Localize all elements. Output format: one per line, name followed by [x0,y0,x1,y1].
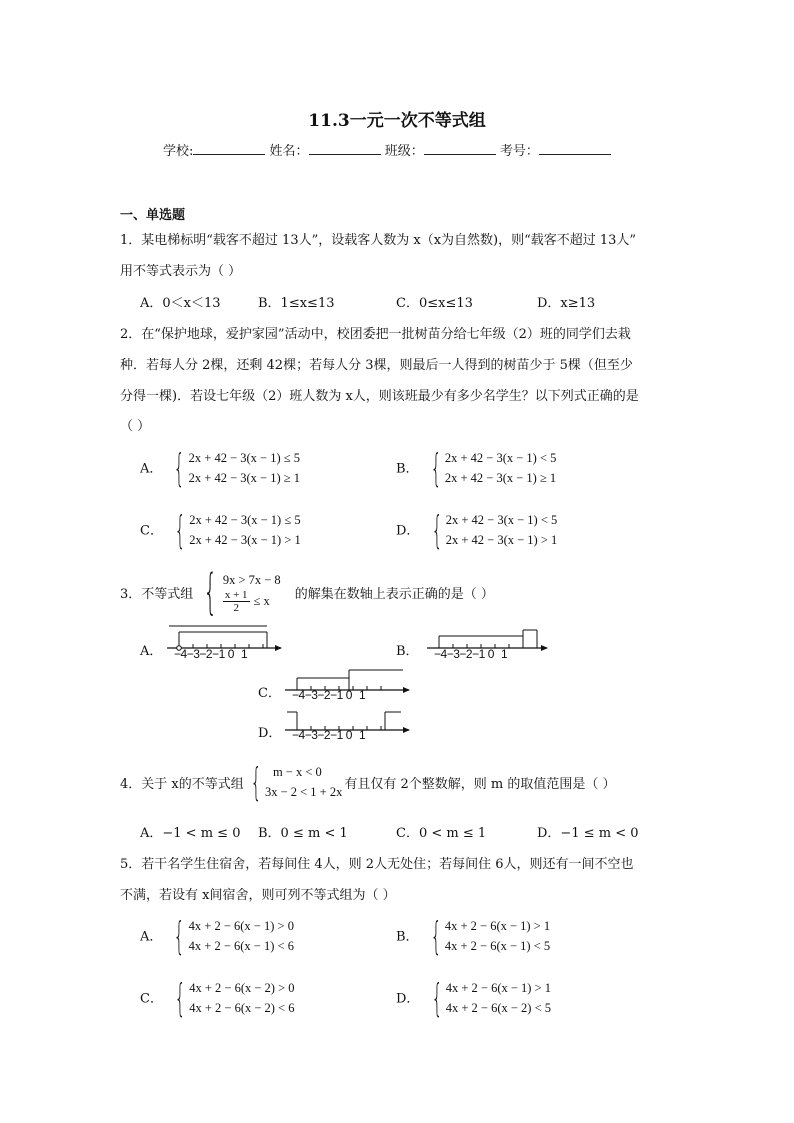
q3-axis-labels-a: −4−3−2−1 0 1 [174,647,248,661]
brace-icon: { [203,564,218,620]
q2-line1: 2．在“保护地球，爱护家园”活动中，校团委把一批树苗分给七年级（2）班的同学们去栽 [120,327,631,342]
q5-line1: 5．若干名学生住宿舍，若每间住 4人，则 2人无处住；若每间住 6人，则还有一间不空也 [120,857,634,872]
brace-icon: { [430,446,442,490]
q3-option-a-label[interactable]: A． [140,644,163,659]
q1-option-c[interactable]: C．0≤x≤13 [396,296,473,311]
q2-option-b[interactable]: B． { 2x + 42 − 3(x − 1) < 5 2x + 42 − 3(x − 1) ≥ 1 [396,446,557,490]
q3-axis-labels-d: −4−3−2−1 0 1 [292,728,366,742]
class-blank[interactable] [424,142,496,155]
q3-option-d-label[interactable]: D． [258,726,282,741]
q1-option-d[interactable]: D．x≥13 [537,296,596,311]
q5-option-c[interactable]: C． { 4x + 2 − 6(x − 2) > 0 4x + 2 − 6(x − 2) < 6 [140,976,295,1020]
brace-icon: { [174,446,186,490]
brace-icon: { [174,976,186,1020]
q5-option-b[interactable]: B． { 4x + 2 − 6(x − 1) > 1 4x + 2 − 6(x − 1) < 5 [396,914,551,958]
q3-stem: 3．不等式组 { 9x > 7x − 8 $\frac{x + 1}{2}$ ≤ x 的解集在数轴上表示正确的是（ ） [120,564,494,620]
brace-icon: { [174,914,186,958]
school-label: 学校: [163,144,194,159]
q4-option-b[interactable]: B．0 ≤ m < 1 [258,826,348,841]
q1-line1: 1．某电梯标明“载客不超过 13人”，设载客人数为 x（x为自然数)，则“载客不超过 13人” [120,233,637,248]
q1-option-b[interactable]: B．1≤x≤13 [258,296,335,311]
page-title: 11.3一元一次不等式组 [308,111,486,131]
brace-icon: { [430,914,442,958]
q2-option-c[interactable]: C． { 2x + 42 − 3(x − 1) ≤ 5 2x + 42 − 3(x − 1) > 1 [140,508,301,552]
q2-line2: 种．若每人分 2棵，还剩 42棵；若每人分 3棵，则最后一人得到的树苗少于 5棵（但至少 [120,358,633,373]
q5-option-d[interactable]: D． { 4x + 2 − 6(x − 1) > 1 4x + 2 − 6(x − 2) < 5 [396,976,551,1020]
student-info-line [163,140,611,159]
exam-no-label: 考号： [499,144,539,159]
q2-option-d[interactable]: D． { 2x + 42 − 3(x − 1) < 5 2x + 42 − 3(x − 1) > 1 [396,508,558,552]
q3-option-b-label[interactable]: B． [396,644,419,659]
school-blank[interactable] [193,142,265,155]
q2-line4: （ ） [120,419,151,434]
q1-option-a[interactable]: A．0＜x＜13 [140,296,221,311]
q3-option-c-label[interactable]: C． [258,686,281,701]
exam-no-blank[interactable] [539,142,611,155]
brace-icon: { [431,508,443,552]
q2-option-a[interactable]: A． { 2x + 42 − 3(x − 1) ≤ 5 2x + 42 − 3(x − 1) ≥ 1 [140,446,301,490]
q4-stem: 4．关于 x的不等式组 { m − x < 0 3x − 2 < 1 + 2x 有且仅有 2个整数解，则 m 的取值范围是（ ） [120,760,616,804]
q4-option-a[interactable]: A．−1 < m ≤ 0 [140,826,241,841]
q5-option-a[interactable]: A． { 4x + 2 − 6(x − 1) > 0 4x + 2 − 6(x − 1) < 6 [140,914,294,958]
q3-axis-labels-c: −4−3−2−1 0 1 [292,688,366,702]
q2-line3: 分得一棵)．若设七年级（2）班人数为 x人，则该班最少有多少名学生？以下列式正确的是 [120,389,639,404]
name-label: 姓名： [269,144,309,159]
name-blank[interactable] [309,142,381,155]
q4-option-c[interactable]: C．0 < m ≤ 1 [396,826,487,841]
brace-icon: { [250,760,262,804]
brace-icon: { [431,976,443,1020]
q1-line2: 用不等式表示为（ ） [120,264,242,279]
q5-line2: 不满，若设有 x间宿舍，则可列不等式组为（ ） [120,888,396,903]
brace-icon: { [174,508,186,552]
section-heading: 一、单选题 [120,208,186,223]
q3-axis-labels-b: −4−3−2−1 0 1 [434,647,508,661]
class-label: 班级： [384,144,424,159]
q4-option-d[interactable]: D．−1 ≤ m < 0 [537,826,639,841]
